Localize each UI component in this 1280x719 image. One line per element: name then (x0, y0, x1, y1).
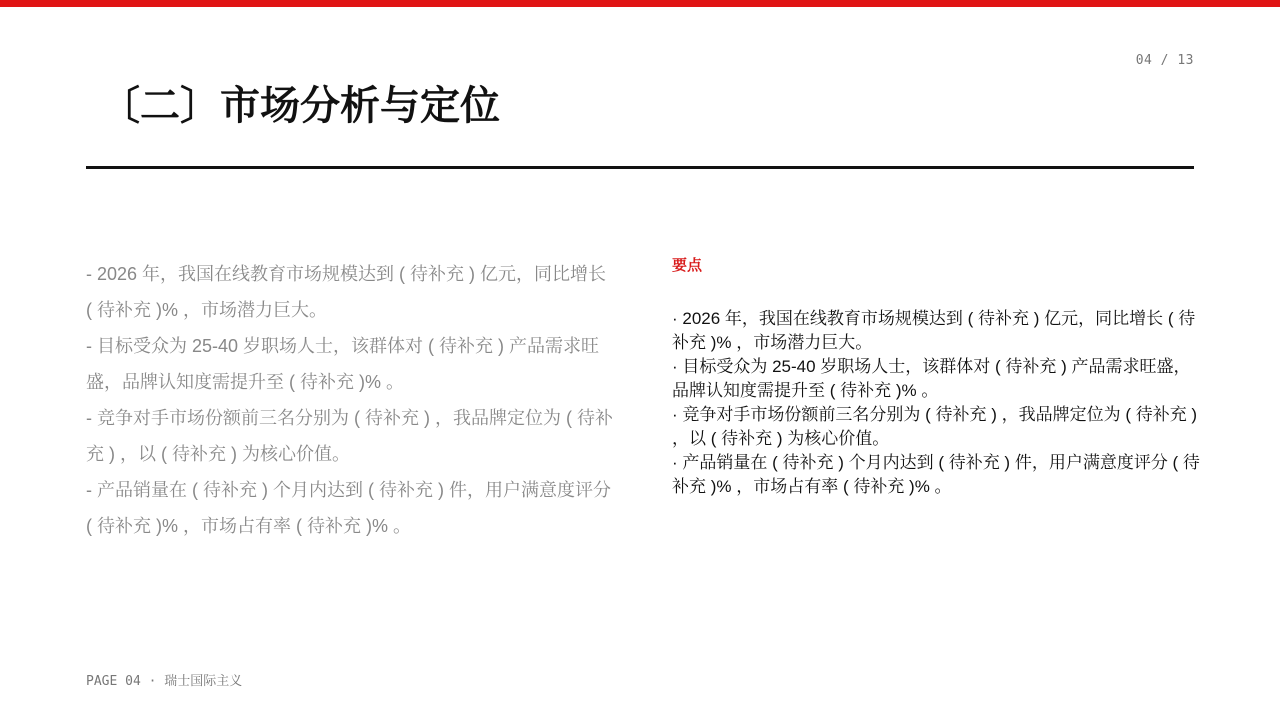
key-points-panel (672, 253, 1202, 499)
body-text (86, 256, 616, 544)
key-point-item: · 2026 年，我国在线教育市场规模达到 ( 待补充 ) 亿元，同比增长 ( 待补充 )% ，市场潜力巨大。 (672, 309, 1196, 352)
body-paragraph: - 2026 年，我国在线教育市场规模达到 ( 待补充 ) 亿元，同比增长 ( 待补充 )% ，市场潜力巨大。 (86, 264, 607, 320)
body-paragraph: - 竞争对手市场份额前三名分别为 ( 待补充 ) ，我品牌定位为 ( 待补充 ) ，以 ( 待补充 ) 为核心价值。 (86, 408, 613, 464)
key-point-item: · 竞争对手市场份额前三名分别为 ( 待补充 ) ，我品牌定位为 ( 待补充 ) ，以 ( 待补充 ) 为核心价值。 (672, 405, 1198, 448)
key-points-heading: 要点 (672, 256, 703, 274)
key-point-item: · 目标受众为 25-40 岁职场人士，该群体对 ( 待补充 ) 产品需求旺盛，品牌认知度需提升至 ( 待补充 )% 。 (672, 357, 1191, 400)
footer-brand: 瑞士国际主义 (164, 674, 243, 689)
body-paragraph: - 目标受众为 25-40 岁职场人士，该群体对 ( 待补充 ) 产品需求旺盛，品牌认知度需提升至 ( 待补充 )% 。 (86, 336, 600, 392)
slide-title: 〔二〕市场分析与定位 (100, 83, 500, 129)
top-accent-bar (0, 0, 1280, 7)
page-counter: 04 / 13 (1135, 53, 1194, 68)
body-paragraph: - 产品销量在 ( 待补充 ) 个月内达到 ( 待补充 ) 件，用户满意度评分 ( 待补充 )% ，市场占有率 ( 待补充 )% 。 (86, 480, 611, 536)
footer (86, 670, 242, 689)
title-divider (86, 166, 1194, 169)
footer-page-label: PAGE 04 · (86, 674, 165, 689)
key-point-item: · 产品销量在 ( 待补充 ) 个月内达到 ( 待补充 ) 件，用户满意度评分 ( 待补充 )% ，市场占有率 ( 待补充 )% 。 (672, 453, 1200, 496)
key-points-list (672, 307, 1202, 499)
